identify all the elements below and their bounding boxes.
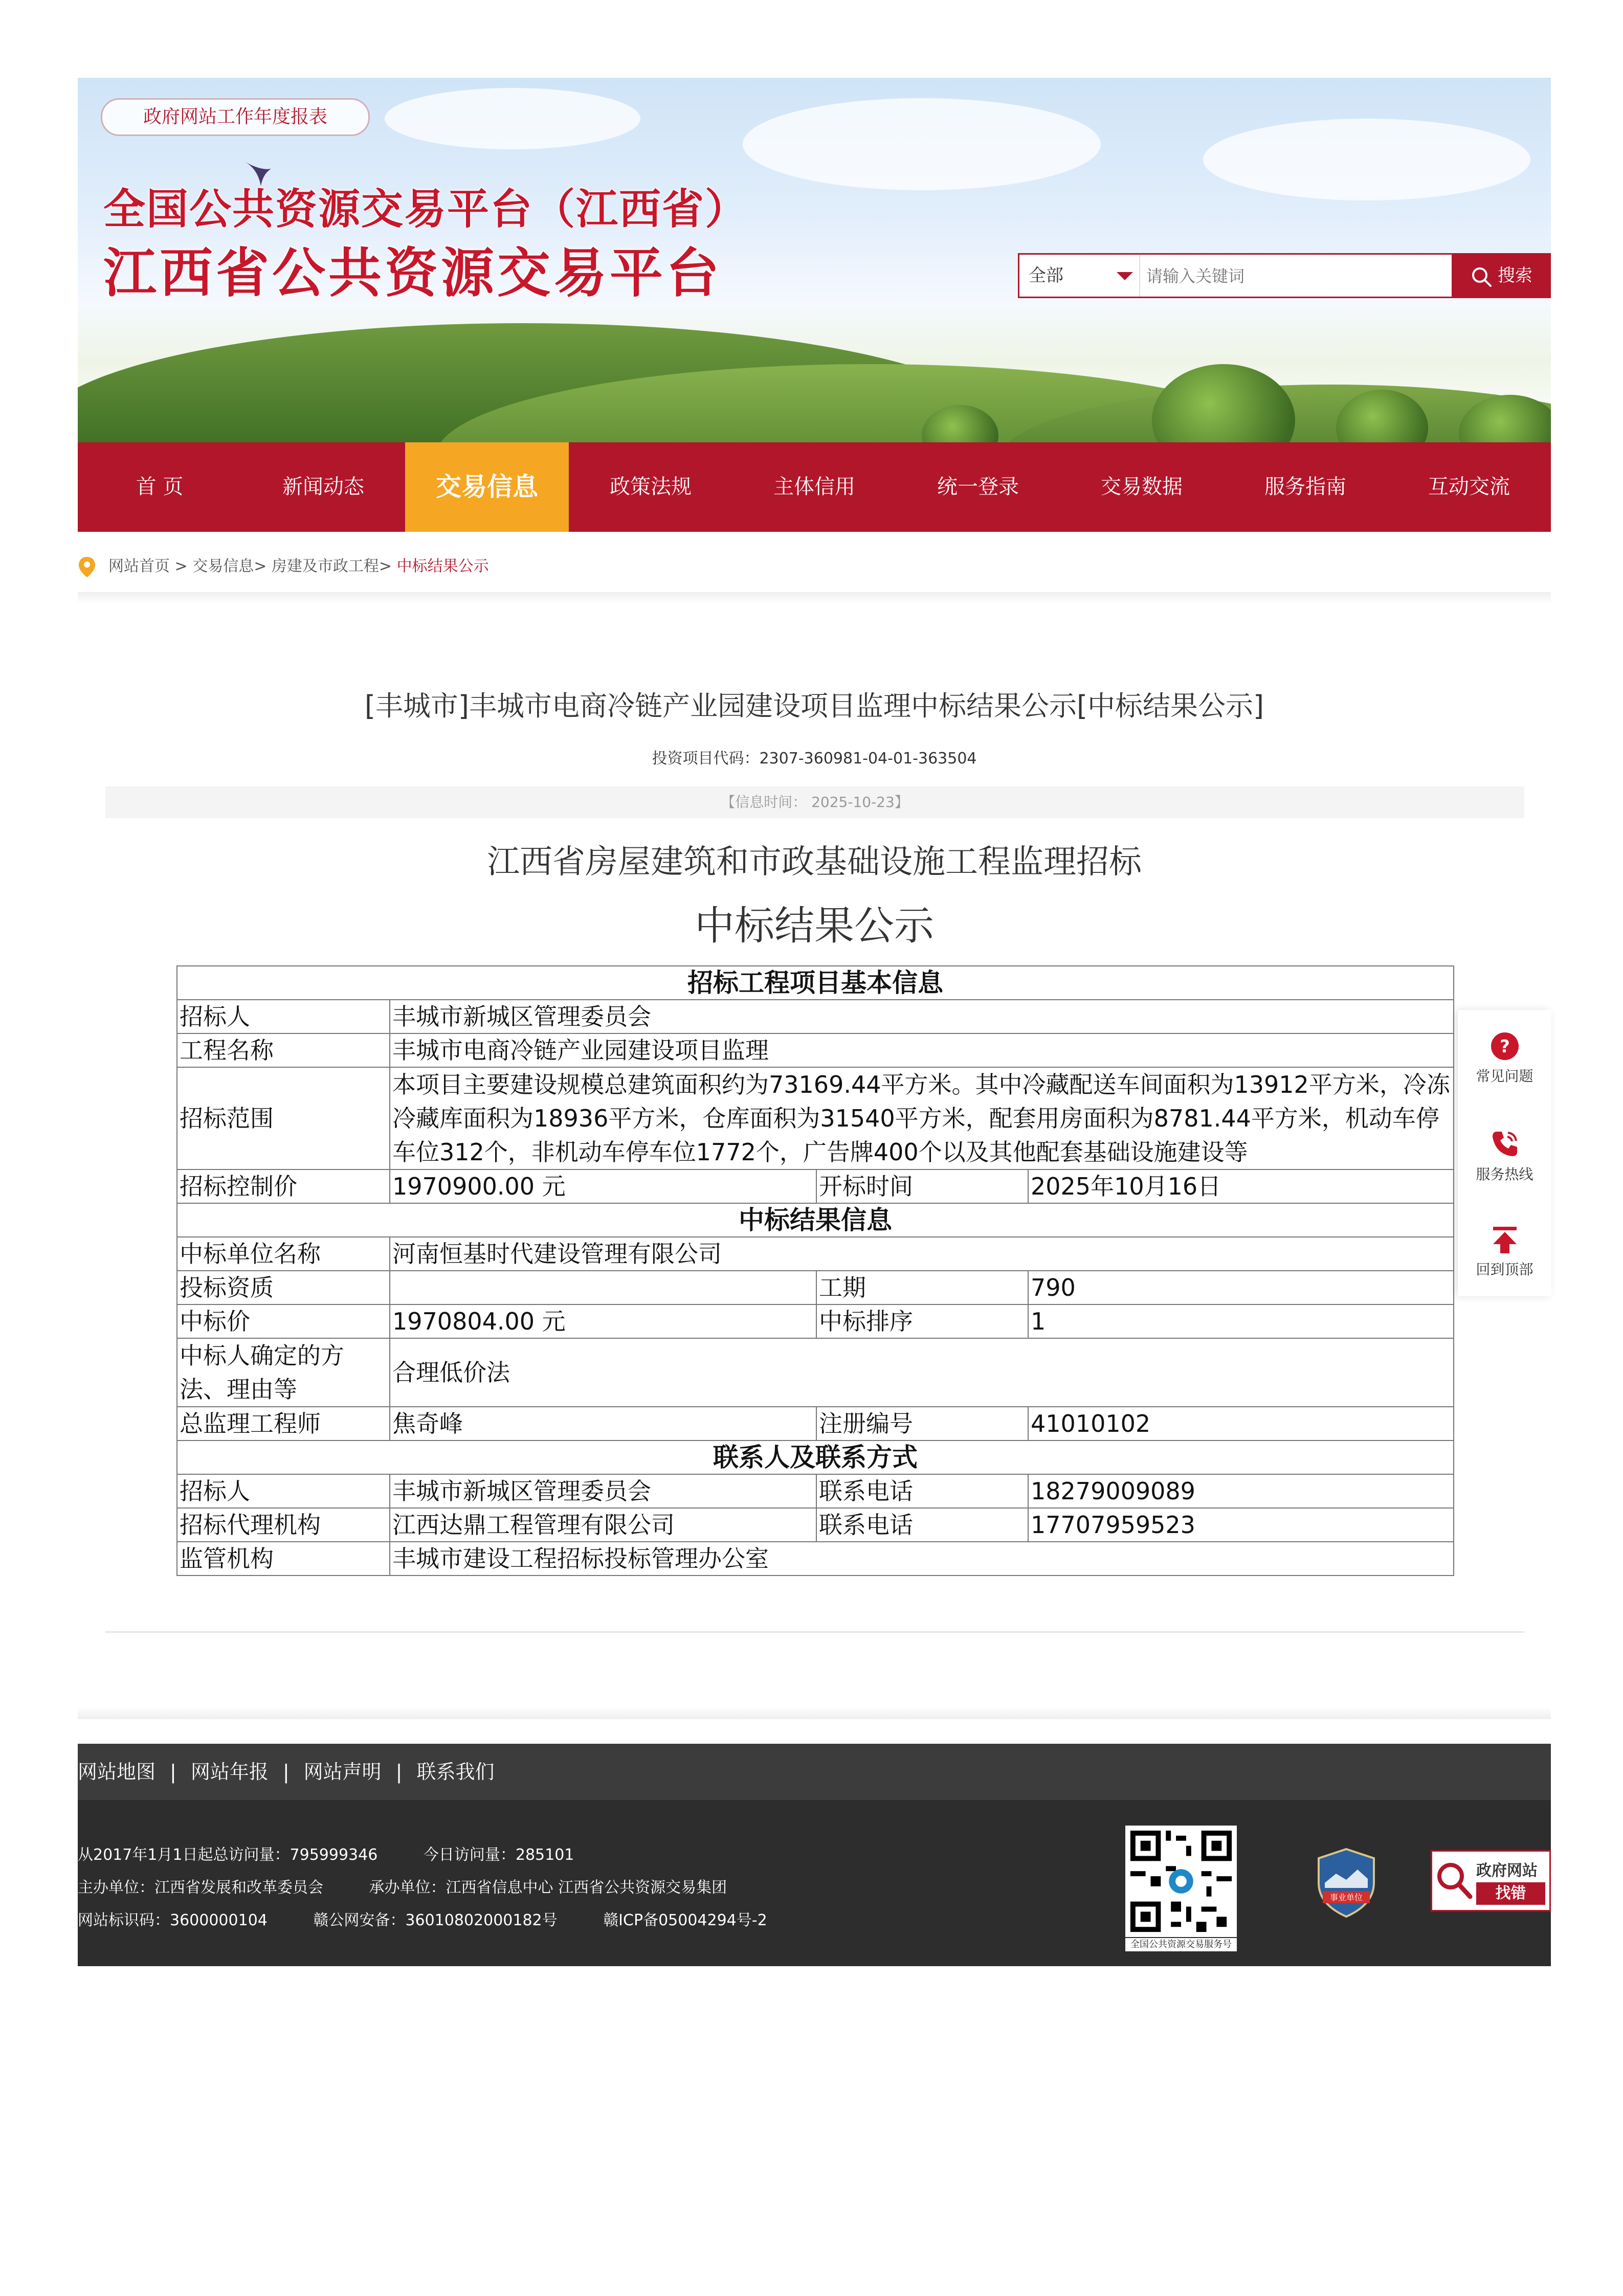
cell-label: 联系电话 [816,1508,1028,1542]
divider [78,592,1551,603]
site-title-national: 全国公共资源交易平台（江西省） [103,185,748,234]
divider [105,1631,1524,1633]
table-row [177,1203,1454,1237]
table-row [177,1067,1454,1169]
search-category-value: 全部 [1029,265,1063,286]
cell-label: 联系电话 [816,1474,1028,1508]
footer-link-annual-report[interactable]: 网站年报 [190,1761,269,1783]
separator: | [170,1761,176,1783]
site-banner [78,78,1551,442]
cell-label: 招标控制价 [177,1169,390,1203]
table-row [177,1542,1454,1575]
search-input[interactable] [1145,260,1444,292]
faq-button[interactable] [1458,1031,1551,1086]
cell-value: 1970804.00 元 [390,1304,816,1338]
cell-label: 中标价 [177,1304,390,1338]
cell-value: 本项目主要建设规模总建筑面积约为73169.44平方米。其中冷藏配送车间面积为13912平方米，冷冻冷藏库面积为18936平方米，仓库面积为31540平方米，配套用房面积为8781.44平方米，机动车停车位312个，非机动车停车位1772个，广告牌400个以及其他配套基础设施建设等 [390,1067,1454,1169]
back-to-top-label: 回到顶部 [1476,1261,1533,1278]
site-id: 网站标识码：3600000104 [78,1911,268,1929]
badge-label: 事业单位 [1329,1893,1363,1902]
footer-link-statement[interactable]: 网站声明 [303,1761,382,1783]
phone-icon [1489,1129,1520,1159]
faq-label: 常见问题 [1476,1068,1533,1085]
cell-value: 丰城市建设工程招标投标管理办公室 [390,1542,1454,1575]
search-category-select[interactable] [1019,255,1140,297]
cell-label: 中标单位名称 [177,1237,390,1271]
table-row [177,1338,1454,1407]
host-org: 主办单位：江西省发展和改革委员会 [78,1879,323,1897]
table-row [177,1169,1454,1203]
gov-site-find-error-button[interactable] [1431,1850,1551,1911]
nav-item-guide[interactable]: 服务指南 [1264,475,1346,499]
section-heading: 招标工程项目基本信息 [177,966,1454,1000]
icp-record[interactable]: 赣ICP备05004294号-2 [603,1911,767,1929]
cell-value: 17707959523 [1028,1508,1454,1542]
hotline-label: 服务热线 [1476,1166,1533,1183]
table-row [177,1474,1454,1508]
footer-organizers [78,1875,727,1897]
table-row [177,1440,1454,1474]
cell-label: 招标人 [177,1474,390,1508]
search-icon [1470,265,1493,288]
visits-total: 从2017年1月1日起总访问量：795999346 [78,1846,378,1864]
separator: | [395,1761,403,1783]
cell-label: 招标代理机构 [177,1508,390,1542]
back-to-top-button[interactable] [1458,1225,1551,1279]
hotline-button[interactable] [1458,1129,1551,1184]
cell-value: 790 [1028,1271,1454,1304]
chevron-down-icon [1117,272,1133,280]
cell-label: 注册编号 [816,1407,1028,1440]
project-code: 投资项目代码：2307-360981-04-01-363504 [652,750,977,768]
search-bar [1018,253,1551,298]
arrow-up-icon [1490,1225,1520,1254]
find-error-line1: 政府网站 [1476,1862,1538,1880]
site-title-jiangxi: 江西省公共资源交易平台 [103,241,723,304]
footer-links [78,1744,1551,1800]
search-button[interactable] [1452,253,1551,298]
nav-item-policy[interactable]: 政策法规 [610,475,692,499]
table-row [177,1508,1454,1542]
table-row [177,1271,1454,1304]
nav-item-interaction[interactable]: 互动交流 [1428,475,1510,499]
nav-item-trade-data[interactable]: 交易数据 [1101,475,1183,499]
cell-label: 工程名称 [177,1033,390,1067]
footer-info [78,1800,1551,1966]
annual-report-link[interactable]: 政府网站工作年度报表 [101,98,370,136]
footer-link-contact[interactable]: 联系我们 [416,1761,495,1783]
section-heading: 中标结果信息 [177,1203,1454,1237]
result-table [176,965,1454,1576]
banner-tree [1152,364,1295,442]
nav-item-trade-info[interactable]: 交易信息 [405,442,569,532]
info-time: 【信息时间： 2025-10-23】 [105,786,1524,818]
breadcrumb-current: 中标结果公示 [396,557,489,575]
cell-label: 监管机构 [177,1542,390,1575]
section-heading: 联系人及联系方式 [177,1440,1454,1474]
cell-value: 2025年10月16日 [1028,1169,1454,1203]
cell-value: 18279009089 [1028,1474,1454,1508]
undertaker-org: 承办单位：江西省信息中心 江西省公共资源交易集团 [369,1879,727,1897]
separator: | [282,1761,290,1783]
cell-label: 中标排序 [816,1304,1028,1338]
footer-link-sitemap[interactable]: 网站地图 [78,1761,156,1783]
table-row [177,1407,1454,1440]
visits-today: 今日访问量：285101 [423,1846,574,1864]
table-row [177,1304,1454,1338]
qr-caption: 全国公共资源交易服务号 [1125,1938,1237,1951]
breadcrumb [78,554,1551,579]
cell-value: 41010102 [1028,1407,1454,1440]
cell-label: 中标人确定的方法、理由等 [177,1338,390,1407]
side-float-panel [1458,1010,1551,1296]
find-error-line2: 找错 [1476,1882,1545,1905]
cell-value: 丰城市新城区管理委员会 [390,1000,1454,1033]
table-row [177,1033,1454,1067]
main-nav [78,442,1551,532]
question-icon [1490,1031,1520,1061]
document-subheading: 中标结果公示 [694,903,934,949]
cell-value: 丰城市新城区管理委员会 [390,1474,816,1508]
location-pin-icon [78,556,96,578]
cell-value: 河南恒基时代建设管理有限公司 [390,1237,1454,1271]
breadcrumb-path[interactable]: 网站首页 > 交易信息> 房建及市政工程> [108,557,392,575]
cell-label: 工期 [816,1271,1028,1304]
cell-value: 1 [1028,1304,1454,1338]
nav-item-credit[interactable]: 主体信用 [773,475,855,499]
table-row [177,1000,1454,1033]
banner-cloud [1203,119,1530,200]
cell-value: 焦奇峰 [390,1407,816,1440]
police-record[interactable]: 赣公网安备：36010802000182号 [313,1911,558,1929]
cell-label: 开标时间 [816,1169,1028,1203]
search-button-label: 搜索 [1498,265,1532,286]
cell-value: 江西达鼎工程管理有限公司 [390,1508,816,1542]
cell-value: 合理低价法 [390,1338,1454,1407]
table-row [177,966,1454,1000]
cell-label: 投标资质 [177,1271,390,1304]
nav-item-home[interactable]: 首 页 [136,475,184,499]
public-institution-badge-icon[interactable] [1316,1847,1377,1919]
cell-label: 总监理工程师 [177,1407,390,1440]
cell-label: 招标人 [177,1000,390,1033]
nav-item-login[interactable]: 统一登录 [937,475,1019,499]
nav-item-news[interactable]: 新闻动态 [282,475,364,499]
banner-cloud [743,98,1101,190]
cell-value [390,1271,816,1304]
document-heading: 江西省房屋建筑和市政基础设施工程监理招标 [487,843,1142,881]
cell-value: 丰城市电商冷链产业园建设项目监理 [390,1033,1454,1067]
footer-visits [78,1842,574,1864]
footer-registration [78,1907,767,1930]
table-row [177,1237,1454,1271]
cell-value: 1970900.00 元 [390,1169,816,1203]
banner-cloud [385,88,640,149]
svg-text:?: ? [1499,1037,1510,1057]
magnifier-icon [1435,1861,1473,1901]
cell-label: 招标范围 [177,1067,390,1169]
article-title: [丰城市]丰城市电商冷链产业园建设项目监理中标结果公示[中标结果公示] [364,690,1264,722]
qr-code-icon [1125,1826,1237,1937]
breadcrumb-trail [108,554,489,579]
divider [78,1707,1551,1719]
